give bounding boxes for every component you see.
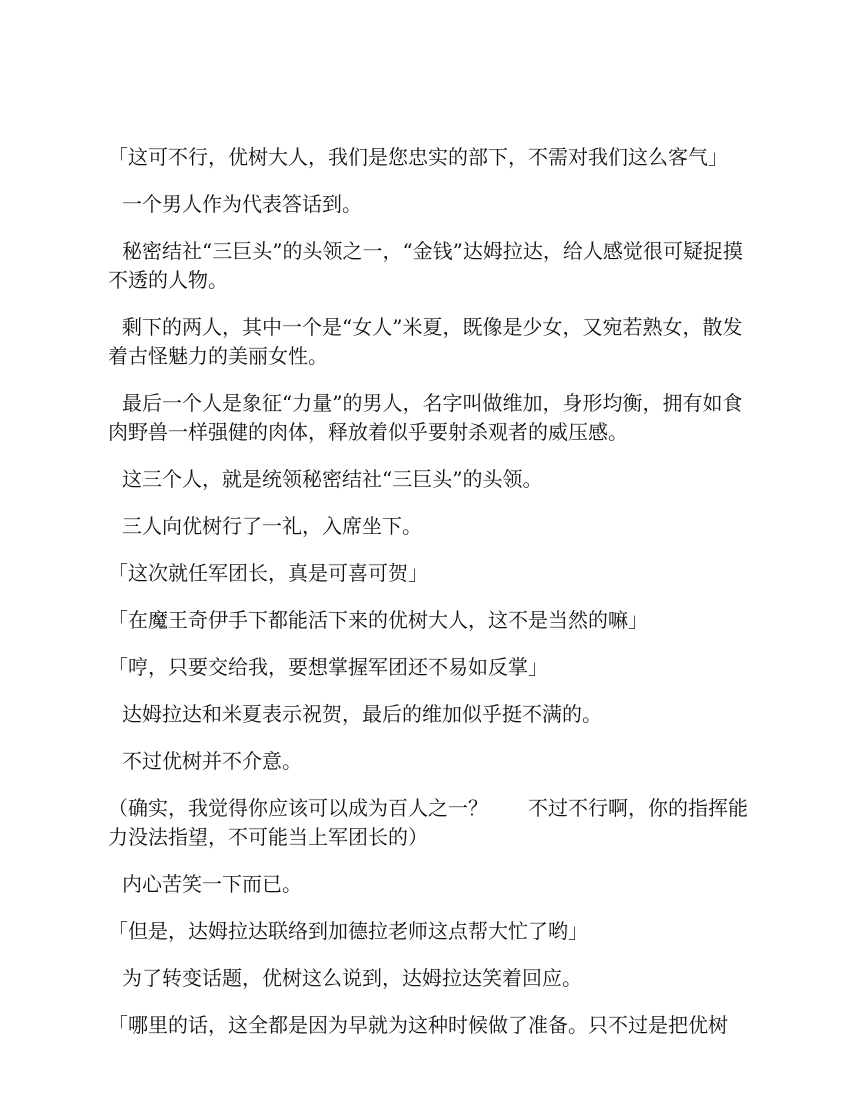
paragraph-dialogue: 「但是，达姆拉达联络到加德拉老师这点帮大忙了哟」 — [108, 919, 588, 943]
paragraph-dialogue: 「在魔王奇伊手下都能活下来的优树大人，这不是当然的嘛」 — [108, 608, 648, 632]
paragraph-narration: 这三个人，就是统领秘密结社“三巨头”的头领。 — [122, 467, 543, 491]
paragraph-narration: 秘密结社“三巨头”的头领之一，“金钱”达姆拉达，给人感觉很可疑捉摸不透的人物。 — [108, 239, 743, 292]
paragraph-dialogue: 「哼，只要交给我，要想掌握军团还不易如反掌」 — [108, 655, 548, 679]
paragraph-narration: 不过优树并不介意。 — [122, 749, 302, 773]
paragraph-inner-thought: （确实，我觉得你应该可以成为百人之一？ 不过不行啊，你的指挥能力没法指望，不可能当上军团长的） — [108, 796, 748, 849]
paragraph-narration: 三人向优树行了一礼，入席坐下。 — [122, 514, 422, 538]
paragraph-narration: 内心苦笑一下而已。 — [122, 872, 302, 896]
paragraph-dialogue: 「哪里的话，这全都是因为早就为这种时候做了准备。只不过是把优树 — [108, 1013, 728, 1037]
paragraph-dialogue: 「这可不行，优树大人，我们是您忠实的部下，不需对我们这么客气」 — [108, 145, 728, 169]
paragraph-narration: 为了转变话题，优树这么说到，达姆拉达笑着回应。 — [122, 966, 582, 990]
paragraph-narration: 剩下的两人，其中一个是“女人”米夏，既像是少女，又宛若熟女，散发着古怪魅力的美丽女性。 — [108, 315, 743, 368]
paragraph-narration: 达姆拉达和米夏表示祝贺，最后的维加似乎挺不满的。 — [122, 702, 602, 726]
paragraph-dialogue: 「这次就任军团长，真是可喜可贺」 — [108, 561, 428, 585]
document-body — [108, 143, 753, 1058]
paragraph-narration: 一个男人作为代表答话到。 — [122, 192, 362, 216]
paragraph-narration: 最后一个人是象征“力量”的男人，名字叫做维加，身形均衡，拥有如食肉野兽一样强健的肉体，释放着似乎要射杀观者的威压感。 — [108, 391, 743, 444]
